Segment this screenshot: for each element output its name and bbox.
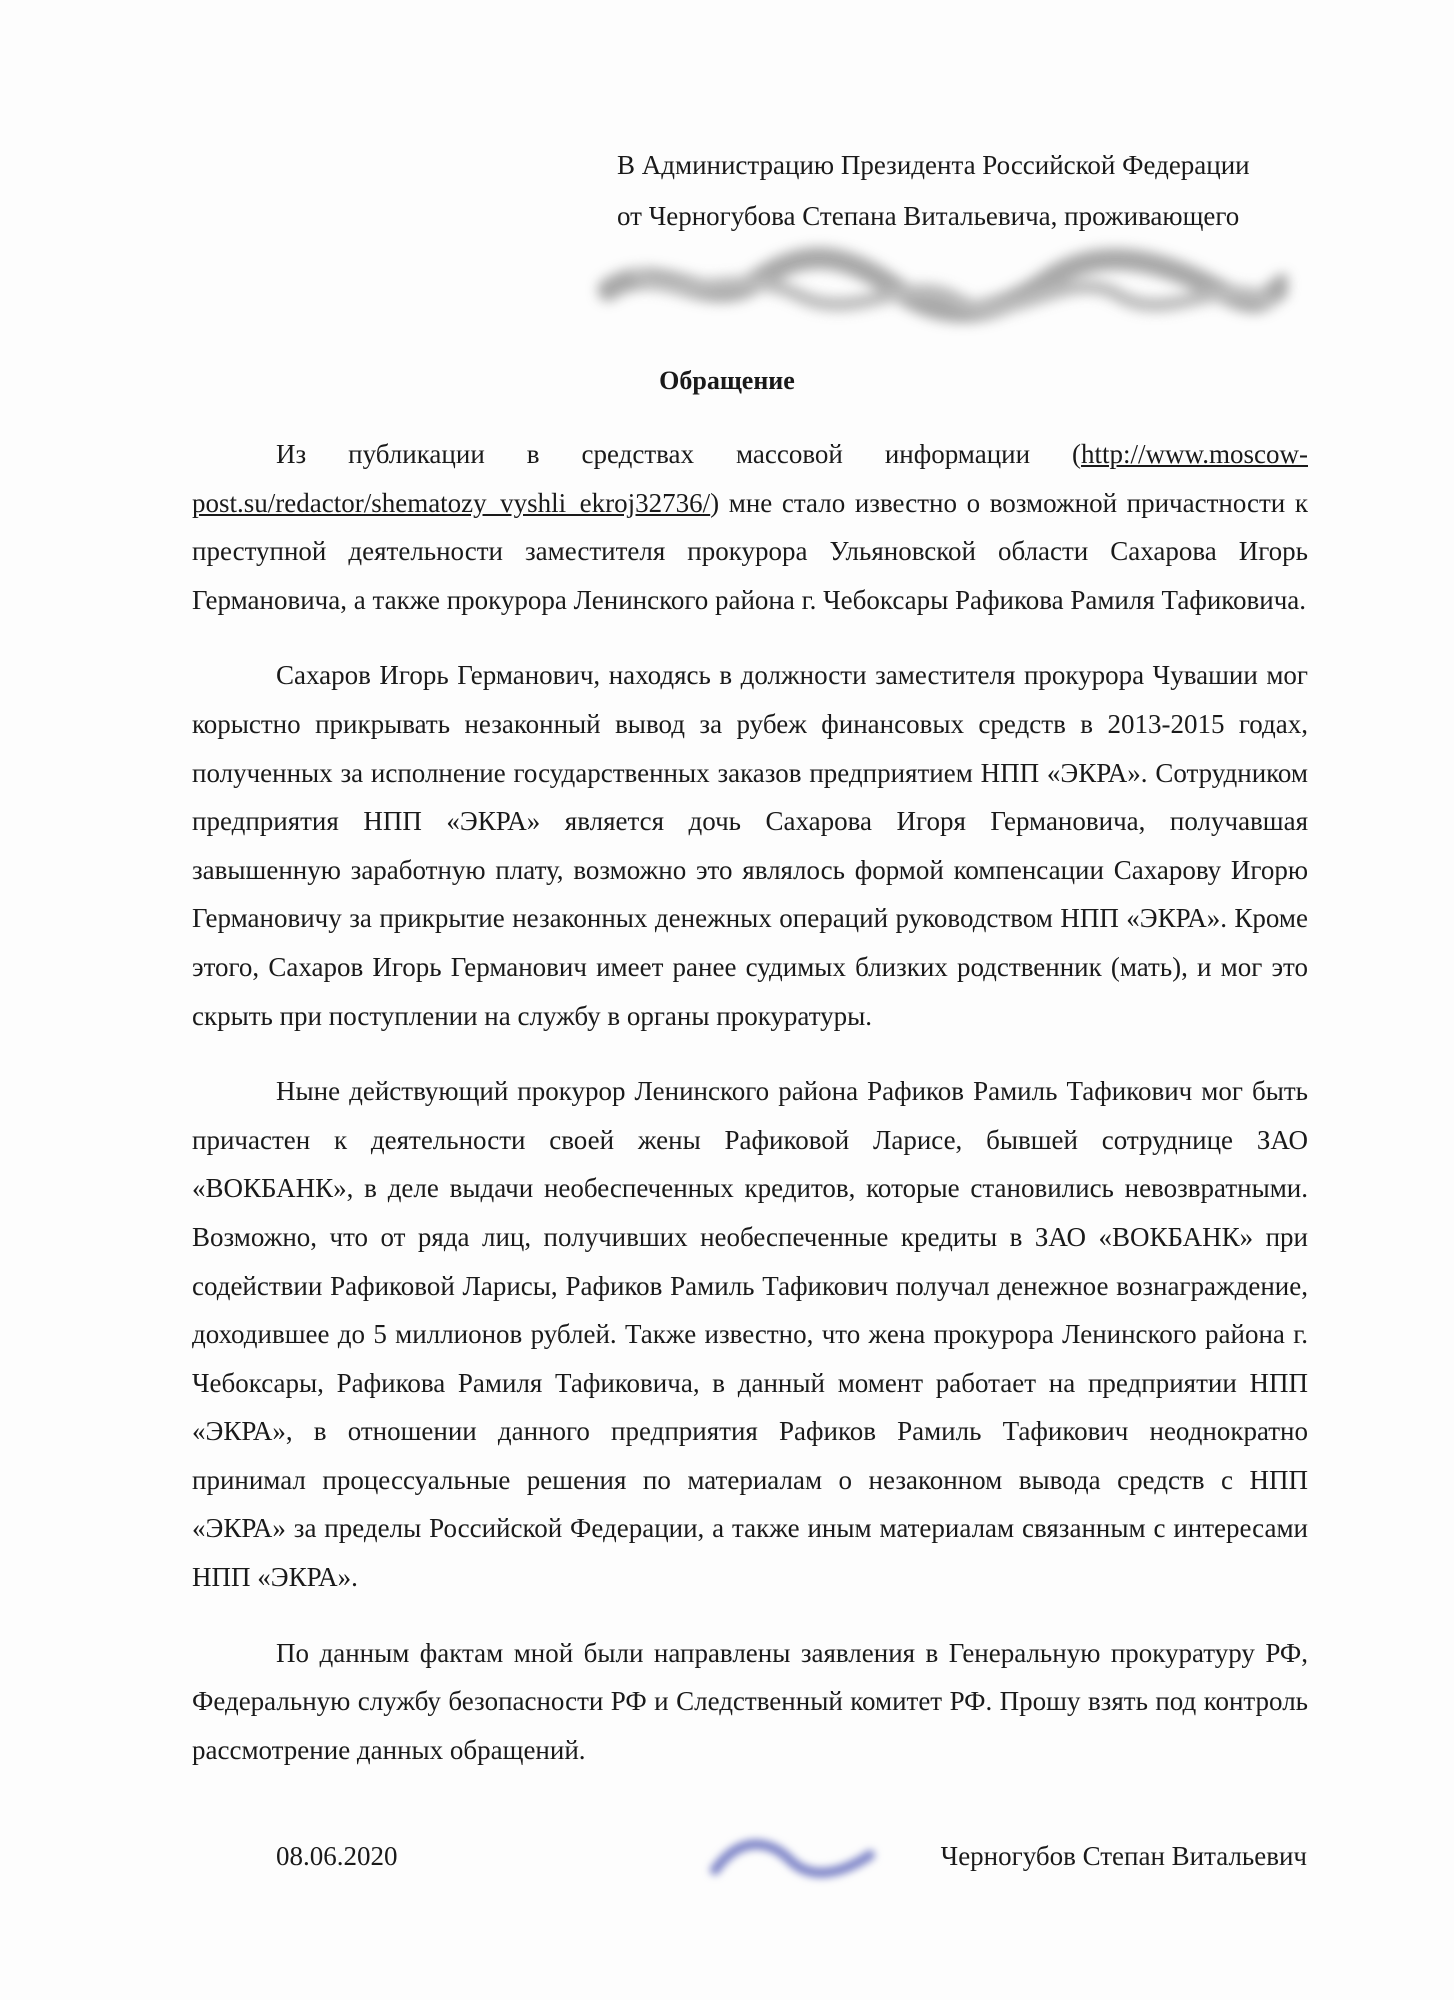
document-body — [192, 430, 1308, 1801]
paragraph-1-after-link: ) мне стало известно о возможной причастности к преступной деятельности заместителя прокурора Ульяновской области Сахарова Игорь Германовича, а также прокурора Ленинского района г. Чебоксары Рафикова Рамиля Тафиковича. — [192, 487, 1308, 615]
paragraph-1-before-link: Из публикации в средствах массовой информации ( — [276, 439, 1082, 469]
document-date: 08.06.2020 — [276, 1841, 398, 1871]
addressee-block — [617, 140, 1337, 242]
document-title: Обращение — [659, 366, 795, 395]
paragraph-4: По данным фактам мной были направлены заявления в Генеральную прокуратуру РФ, Федеральную службу безопасности РФ и Следственный комитет РФ. Прошу взять под контроль рассмотрение данных обращений. — [192, 1637, 1308, 1765]
addressee-line-2: от Черногубова Степана Витальевича, проживающего — [617, 201, 1240, 231]
addressee-line-1: В Администрацию Президента Российской Федерации — [617, 150, 1250, 180]
signer-name: Черногубов Степан Витальевич — [940, 1841, 1307, 1871]
paragraph-2: Сахаров Игорь Германович, находясь в должности заместителя прокурора Чувашии мог корыстно прикрывать незаконный вывод за рубеж финансовых средств в 2013-2015 годах, полученных за исполнение государственных заказов предприятием НПП «ЭКРА». Сотрудником предприятия НПП «ЭКРА» является дочь Сахарова Игоря Германовича, получавшая завышенную заработную плату, возможно это являлось формой компенсации Сахарову Игорю Германовичу за прикрытие незаконных денежных операций руководством НПП «ЭКРА». Кроме этого, Сахаров Игорь Германович имеет ранее судимых близких родственник (мать), и мог это скрыть при поступлении на службу в органы прокуратуры. — [192, 660, 1308, 1031]
paragraph-1 — [192, 430, 1308, 624]
paragraph-3: Ныне действующий прокурор Ленинского района Рафиков Рамиль Тафикович мог быть причастен к деятельности своей жены Рафиковой Ларисе, бывшей сотруднице ЗАО «ВОКБАНК», в деле выдачи необеспеченных кредитов, которые становились невозвратными. Возможно, что от ряда лиц, получивших необеспеченные кредиты в ЗАО «ВОКБАНК» при содействии Рафиковой Ларисы, Рафиков Рамиль Тафикович получал денежное вознаграждение, доходившее до 5 миллионов рублей. Также известно, что жена прокурора Ленинского района г. Чебоксары, Рафикова Рамиля Тафиковича, в данный момент работает на предприятии НПП «ЭКРА», в отношении данного предприятия Рафиков Рамиль Тафикович неоднократно принимал процессуальные решения по материалам о незаконном вывода средств с НПП «ЭКРА» за пределы Российской Федерации, а также иным материалам связанным с интересами НПП «ЭКРА». — [192, 1076, 1308, 1593]
signature-image — [700, 1820, 880, 1890]
source-link[interactable]: http://www.moscow-post.su/redactor/shematozy_vyshli_ekroj32736/ — [192, 439, 1308, 518]
redacted-address-blur — [598, 245, 1288, 325]
